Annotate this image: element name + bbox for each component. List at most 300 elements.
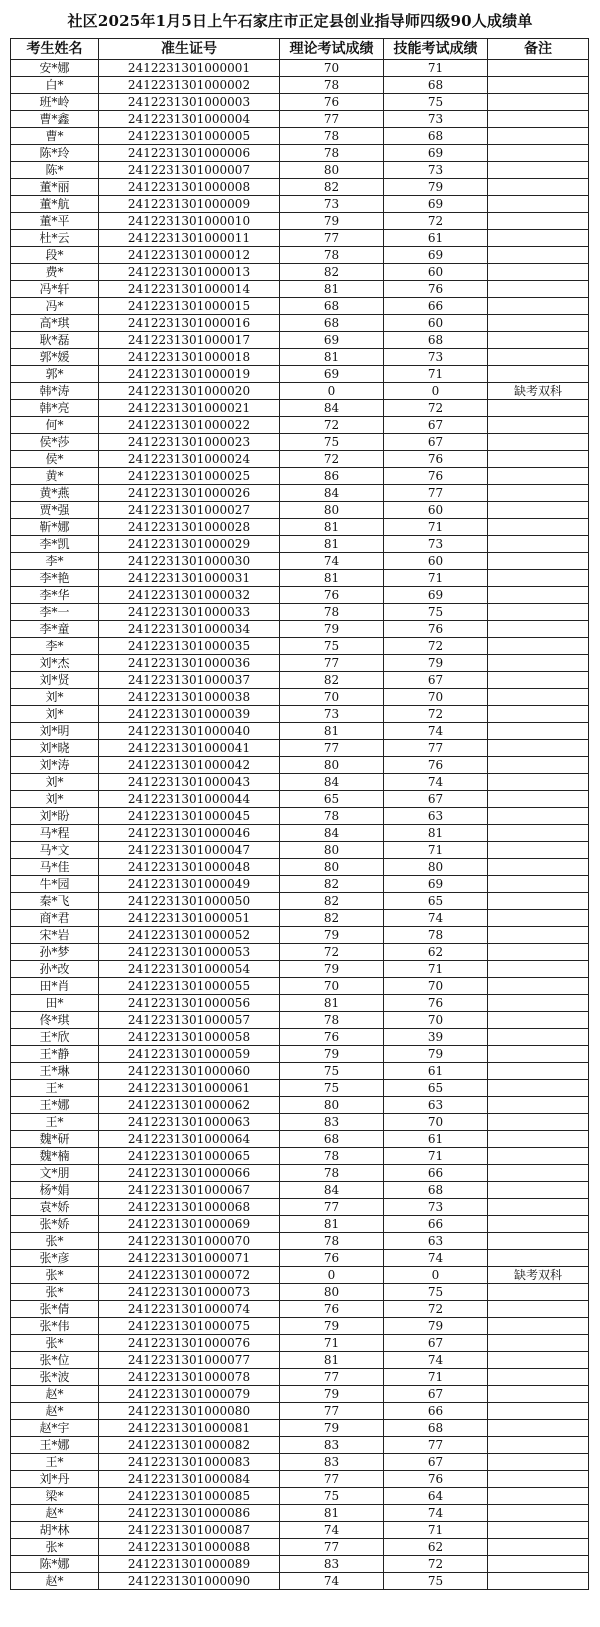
remark-cell [488,213,589,230]
theory-score-cell: 68 [280,1131,384,1148]
candidate-id-cell: 2412231301000037 [99,672,280,689]
candidate-name-cell: 董*丽 [11,179,99,196]
candidate-id-cell: 2412231301000045 [99,808,280,825]
candidate-id-cell: 2412231301000087 [99,1522,280,1539]
theory-score-cell: 75 [280,1488,384,1505]
theory-score-cell: 75 [280,1063,384,1080]
candidate-id-cell: 2412231301000033 [99,604,280,621]
skill-score-cell: 60 [384,315,488,332]
skill-score-cell: 69 [384,587,488,604]
remark-cell: 缺考双科 [488,1267,589,1284]
remark-cell [488,1131,589,1148]
candidate-id-cell: 2412231301000072 [99,1267,280,1284]
candidate-name-cell: 刘*明 [11,723,99,740]
remark-cell [488,621,589,638]
skill-score-cell: 70 [384,689,488,706]
theory-score-cell: 83 [280,1437,384,1454]
candidate-id-cell: 2412231301000036 [99,655,280,672]
skill-score-cell: 66 [384,1216,488,1233]
candidate-id-cell: 2412231301000003 [99,94,280,111]
remark-cell [488,910,589,927]
table-row [11,332,589,349]
theory-score-cell: 80 [280,502,384,519]
candidate-id-cell: 2412231301000078 [99,1369,280,1386]
candidate-id-cell: 2412231301000086 [99,1505,280,1522]
table-row [11,553,589,570]
candidate-name-cell: 田*肖 [11,978,99,995]
table-row [11,570,589,587]
skill-score-cell: 71 [384,1369,488,1386]
theory-score-cell: 82 [280,672,384,689]
candidate-id-cell: 2412231301000043 [99,774,280,791]
candidate-id-cell: 2412231301000038 [99,689,280,706]
skill-score-cell: 71 [384,570,488,587]
skill-score-cell: 67 [384,417,488,434]
remark-cell [488,77,589,94]
remark-cell [488,264,589,281]
candidate-id-cell: 2412231301000010 [99,213,280,230]
candidate-name-cell: 王* [11,1114,99,1131]
table-row [11,1335,589,1352]
table-row [11,961,589,978]
table-row [11,434,589,451]
column-header-name: 考生姓名 [11,39,99,60]
candidate-name-cell: 曹* [11,128,99,145]
remark-cell [488,247,589,264]
skill-score-cell: 67 [384,1454,488,1471]
skill-score-cell: 75 [384,94,488,111]
skill-score-cell: 72 [384,638,488,655]
skill-score-cell: 76 [384,1471,488,1488]
candidate-name-cell: 赵* [11,1386,99,1403]
candidate-name-cell: 侯* [11,451,99,468]
candidate-name-cell: 李*童 [11,621,99,638]
theory-score-cell: 75 [280,638,384,655]
skill-score-cell: 76 [384,468,488,485]
table-row [11,383,589,400]
remark-cell [488,1420,589,1437]
skill-score-cell: 79 [384,1046,488,1063]
remark-cell [488,1488,589,1505]
candidate-id-cell: 2412231301000047 [99,842,280,859]
skill-score-cell: 39 [384,1029,488,1046]
table-row [11,757,589,774]
skill-score-cell: 68 [384,1420,488,1437]
table-row [11,1097,589,1114]
table-row [11,1386,589,1403]
theory-score-cell: 79 [280,961,384,978]
skill-score-cell: 69 [384,196,488,213]
theory-score-cell: 78 [280,1165,384,1182]
theory-score-cell: 77 [280,1471,384,1488]
table-row [11,536,589,553]
remark-cell [488,1539,589,1556]
table-row [11,587,589,604]
candidate-id-cell: 2412231301000002 [99,77,280,94]
candidate-id-cell: 2412231301000089 [99,1556,280,1573]
skill-score-cell: 77 [384,485,488,502]
candidate-id-cell: 2412231301000026 [99,485,280,502]
theory-score-cell: 80 [280,842,384,859]
candidate-name-cell: 冯* [11,298,99,315]
remark-cell [488,1216,589,1233]
candidate-name-cell: 贾*强 [11,502,99,519]
candidate-id-cell: 2412231301000040 [99,723,280,740]
candidate-name-cell: 董*航 [11,196,99,213]
remark-cell [488,842,589,859]
remark-cell [488,1403,589,1420]
skill-score-cell: 73 [384,162,488,179]
remark-cell [488,179,589,196]
candidate-id-cell: 2412231301000048 [99,859,280,876]
theory-score-cell: 84 [280,485,384,502]
candidate-id-cell: 2412231301000042 [99,757,280,774]
candidate-name-cell: 马*程 [11,825,99,842]
remark-cell [488,995,589,1012]
remark-cell [488,1437,589,1454]
candidate-name-cell: 董*平 [11,213,99,230]
skill-score-cell: 74 [384,1250,488,1267]
candidate-id-cell: 2412231301000044 [99,791,280,808]
candidate-id-cell: 2412231301000051 [99,910,280,927]
candidate-name-cell: 张*波 [11,1369,99,1386]
remark-cell [488,944,589,961]
candidate-name-cell: 黄* [11,468,99,485]
remark-cell [488,825,589,842]
remark-cell [488,723,589,740]
candidate-name-cell: 胡*林 [11,1522,99,1539]
table-row [11,298,589,315]
candidate-id-cell: 2412231301000075 [99,1318,280,1335]
table-row [11,825,589,842]
table-row [11,1318,589,1335]
table-row [11,1539,589,1556]
candidate-id-cell: 2412231301000074 [99,1301,280,1318]
table-row [11,451,589,468]
remark-cell [488,689,589,706]
candidate-name-cell: 张* [11,1284,99,1301]
candidate-name-cell: 王* [11,1080,99,1097]
candidate-id-cell: 2412231301000073 [99,1284,280,1301]
table-row [11,1063,589,1080]
remark-cell [488,230,589,247]
skill-score-cell: 66 [384,1165,488,1182]
candidate-id-cell: 2412231301000084 [99,1471,280,1488]
candidate-name-cell: 刘* [11,689,99,706]
table-row [11,1250,589,1267]
remark-cell [488,1573,589,1590]
remark-cell [488,757,589,774]
theory-score-cell: 83 [280,1556,384,1573]
skill-score-cell: 73 [384,111,488,128]
column-header-remark: 备注 [488,39,589,60]
table-row [11,1046,589,1063]
candidate-name-cell: 马*文 [11,842,99,859]
theory-score-cell: 76 [280,94,384,111]
table-row [11,1165,589,1182]
table-row [11,842,589,859]
remark-cell [488,162,589,179]
candidate-id-cell: 2412231301000021 [99,400,280,417]
candidate-name-cell: 赵* [11,1505,99,1522]
remark-cell [488,740,589,757]
skill-score-cell: 62 [384,1539,488,1556]
theory-score-cell: 81 [280,536,384,553]
remark-cell [488,1522,589,1539]
skill-score-cell: 68 [384,1182,488,1199]
theory-score-cell: 76 [280,1250,384,1267]
table-row [11,1029,589,1046]
candidate-id-cell: 2412231301000039 [99,706,280,723]
theory-score-cell: 80 [280,1097,384,1114]
skill-score-cell: 66 [384,1403,488,1420]
remark-cell [488,1063,589,1080]
remark-cell [488,961,589,978]
theory-score-cell: 79 [280,1420,384,1437]
skill-score-cell: 77 [384,1437,488,1454]
table-row [11,1182,589,1199]
theory-score-cell: 82 [280,876,384,893]
remark-cell [488,1029,589,1046]
table-row [11,1403,589,1420]
skill-score-cell: 72 [384,213,488,230]
candidate-name-cell: 刘*涛 [11,757,99,774]
table-row [11,1522,589,1539]
remark-cell [488,859,589,876]
candidate-id-cell: 2412231301000088 [99,1539,280,1556]
candidate-name-cell: 韩*涛 [11,383,99,400]
candidate-id-cell: 2412231301000082 [99,1437,280,1454]
table-row [11,1437,589,1454]
candidate-name-cell: 张* [11,1539,99,1556]
table-row [11,400,589,417]
candidate-id-cell: 2412231301000035 [99,638,280,655]
skill-score-cell: 72 [384,1556,488,1573]
candidate-name-cell: 刘*杰 [11,655,99,672]
remark-cell [488,366,589,383]
theory-score-cell: 81 [280,995,384,1012]
remark-cell [488,978,589,995]
remark-cell: 缺考双科 [488,383,589,400]
theory-score-cell: 72 [280,944,384,961]
table-row [11,264,589,281]
candidate-name-cell: 杜*云 [11,230,99,247]
candidate-id-cell: 2412231301000071 [99,1250,280,1267]
candidate-name-cell: 梁* [11,1488,99,1505]
theory-score-cell: 77 [280,1369,384,1386]
skill-score-cell: 0 [384,383,488,400]
table-row [11,179,589,196]
skill-score-cell: 60 [384,502,488,519]
candidate-name-cell: 陈*玲 [11,145,99,162]
candidate-id-cell: 2412231301000070 [99,1233,280,1250]
remark-cell [488,298,589,315]
theory-score-cell: 70 [280,60,384,77]
skill-score-cell: 74 [384,774,488,791]
table-row [11,468,589,485]
candidate-id-cell: 2412231301000053 [99,944,280,961]
table-row [11,893,589,910]
skill-score-cell: 71 [384,1148,488,1165]
remark-cell [488,1097,589,1114]
table-row [11,94,589,111]
skill-score-cell: 71 [384,60,488,77]
table-row [11,689,589,706]
candidate-id-cell: 2412231301000056 [99,995,280,1012]
skill-score-cell: 72 [384,706,488,723]
candidate-name-cell: 李*华 [11,587,99,604]
candidate-id-cell: 2412231301000028 [99,519,280,536]
skill-score-cell: 68 [384,77,488,94]
table-row [11,978,589,995]
candidate-id-cell: 2412231301000011 [99,230,280,247]
theory-score-cell: 78 [280,604,384,621]
remark-cell [488,111,589,128]
remark-cell [488,1556,589,1573]
skill-score-cell: 75 [384,1284,488,1301]
table-row [11,196,589,213]
candidate-id-cell: 2412231301000005 [99,128,280,145]
candidate-name-cell: 王*琳 [11,1063,99,1080]
candidate-id-cell: 2412231301000064 [99,1131,280,1148]
skill-score-cell: 74 [384,910,488,927]
remark-cell [488,417,589,434]
candidate-name-cell: 曹*鑫 [11,111,99,128]
theory-score-cell: 79 [280,621,384,638]
candidate-id-cell: 2412231301000057 [99,1012,280,1029]
table-row [11,1352,589,1369]
remark-cell [488,1301,589,1318]
theory-score-cell: 70 [280,978,384,995]
candidate-id-cell: 2412231301000001 [99,60,280,77]
skill-score-cell: 60 [384,553,488,570]
skill-score-cell: 69 [384,876,488,893]
theory-score-cell: 82 [280,264,384,281]
theory-score-cell: 82 [280,893,384,910]
table-row [11,774,589,791]
table-row [11,502,589,519]
theory-score-cell: 77 [280,230,384,247]
remark-cell [488,1284,589,1301]
theory-score-cell: 81 [280,281,384,298]
remark-cell [488,553,589,570]
candidate-name-cell: 黄*燕 [11,485,99,502]
candidate-id-cell: 2412231301000054 [99,961,280,978]
candidate-id-cell: 2412231301000031 [99,570,280,587]
candidate-id-cell: 2412231301000067 [99,1182,280,1199]
table-row [11,128,589,145]
theory-score-cell: 72 [280,417,384,434]
remark-cell [488,1199,589,1216]
candidate-name-cell: 孙*改 [11,961,99,978]
candidate-name-cell: 李*凯 [11,536,99,553]
candidate-name-cell: 刘*贤 [11,672,99,689]
table-row [11,1301,589,1318]
remark-cell [488,519,589,536]
remark-cell [488,1080,589,1097]
table-row [11,1573,589,1590]
candidate-id-cell: 2412231301000027 [99,502,280,519]
table-row [11,1420,589,1437]
remark-cell [488,655,589,672]
candidate-name-cell: 魏*楠 [11,1148,99,1165]
candidate-name-cell: 商*君 [11,910,99,927]
skill-score-cell: 74 [384,1352,488,1369]
theory-score-cell: 78 [280,1233,384,1250]
skill-score-cell: 80 [384,859,488,876]
remark-cell [488,876,589,893]
remark-cell [488,1471,589,1488]
candidate-name-cell: 牛*园 [11,876,99,893]
skill-score-cell: 63 [384,1233,488,1250]
skill-score-cell: 71 [384,842,488,859]
skill-score-cell: 61 [384,1131,488,1148]
candidate-name-cell: 赵*宇 [11,1420,99,1437]
remark-cell [488,145,589,162]
theory-score-cell: 74 [280,553,384,570]
candidate-id-cell: 2412231301000022 [99,417,280,434]
theory-score-cell: 72 [280,451,384,468]
remark-cell [488,1505,589,1522]
table-row [11,315,589,332]
candidate-name-cell: 李* [11,638,99,655]
remark-cell [488,1165,589,1182]
theory-score-cell: 77 [280,1199,384,1216]
table-row [11,808,589,825]
candidate-name-cell: 郭* [11,366,99,383]
candidate-name-cell: 赵* [11,1573,99,1590]
remark-cell [488,128,589,145]
candidate-id-cell: 2412231301000019 [99,366,280,383]
theory-score-cell: 80 [280,162,384,179]
candidate-id-cell: 2412231301000050 [99,893,280,910]
skill-score-cell: 63 [384,808,488,825]
candidate-id-cell: 2412231301000046 [99,825,280,842]
table-row [11,740,589,757]
remark-cell [488,1114,589,1131]
table-row [11,1454,589,1471]
theory-score-cell: 80 [280,1284,384,1301]
column-header-skill-score: 技能考试成绩 [384,39,488,60]
remark-cell [488,808,589,825]
candidate-id-cell: 2412231301000023 [99,434,280,451]
remark-cell [488,451,589,468]
remark-cell [488,1454,589,1471]
candidate-name-cell: 韩*亮 [11,400,99,417]
skill-score-cell: 67 [384,672,488,689]
theory-score-cell: 73 [280,196,384,213]
theory-score-cell: 77 [280,111,384,128]
theory-score-cell: 78 [280,77,384,94]
candidate-name-cell: 李* [11,553,99,570]
table-body [11,60,589,1590]
skill-score-cell: 66 [384,298,488,315]
candidate-id-cell: 2412231301000077 [99,1352,280,1369]
candidate-name-cell: 王*娜 [11,1097,99,1114]
theory-score-cell: 0 [280,383,384,400]
theory-score-cell: 74 [280,1573,384,1590]
column-header-theory-score: 理论考试成绩 [280,39,384,60]
candidate-name-cell: 王*娜 [11,1437,99,1454]
table-row [11,77,589,94]
skill-score-cell: 79 [384,1318,488,1335]
skill-score-cell: 68 [384,332,488,349]
candidate-name-cell: 赵* [11,1403,99,1420]
candidate-id-cell: 2412231301000061 [99,1080,280,1097]
candidate-name-cell: 张* [11,1233,99,1250]
skill-score-cell: 60 [384,264,488,281]
table-row [11,638,589,655]
